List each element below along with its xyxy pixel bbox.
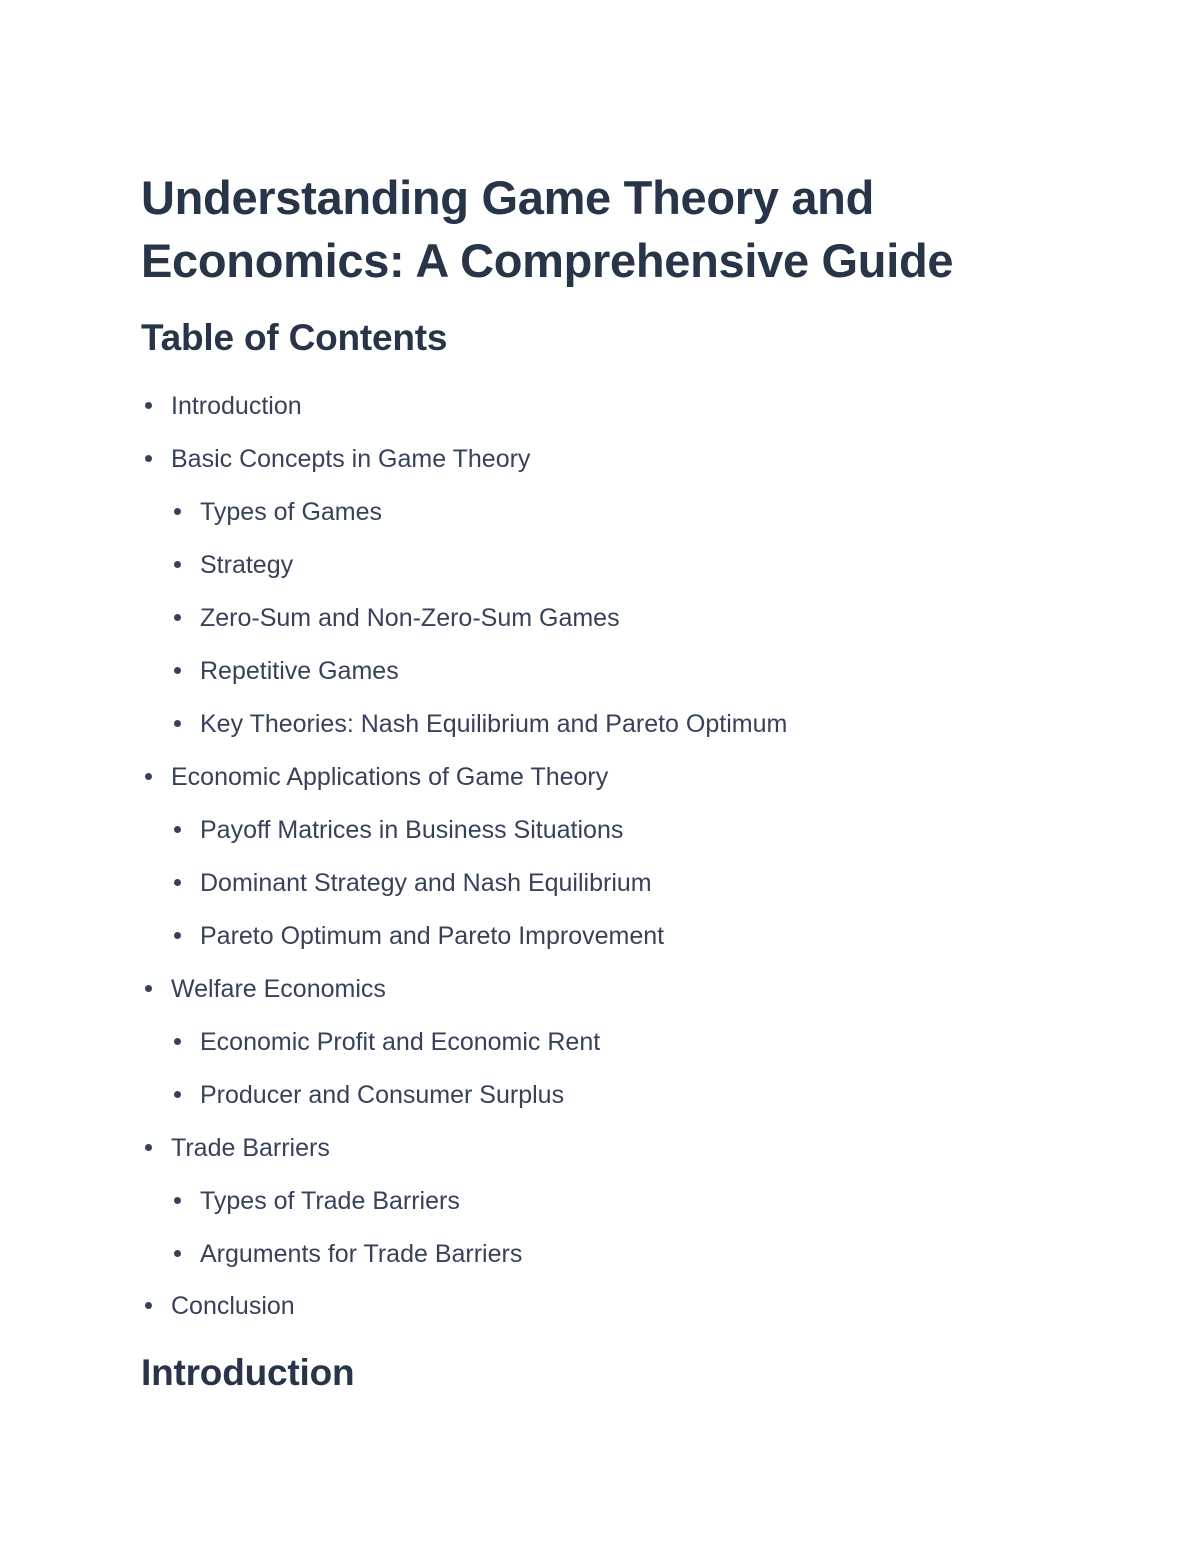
toc-item-basic-concepts[interactable] — [171, 444, 530, 474]
toc-item-zero-sum[interactable] — [200, 603, 620, 633]
toc-item-types-of-games[interactable] — [200, 497, 382, 527]
bullet-icon — [174, 1197, 181, 1204]
bullet-icon — [174, 720, 181, 727]
toc-item-introduction[interactable] — [171, 391, 302, 421]
toc-item-label: Basic Concepts in Game Theory — [171, 445, 531, 473]
introduction-heading: Introduction — [141, 1352, 355, 1393]
bullet-icon — [174, 826, 181, 833]
toc-item-arguments-for-trade-barriers[interactable] — [200, 1239, 522, 1269]
toc-item-producer-consumer-surplus[interactable] — [200, 1080, 564, 1110]
toc-item-conclusion[interactable] — [171, 1291, 295, 1321]
toc-item-label: Pareto Optimum and Pareto Improvement — [200, 922, 665, 950]
bullet-icon — [174, 508, 181, 515]
toc-item-dominant-strategy[interactable] — [200, 868, 652, 898]
bullet-icon — [145, 773, 152, 780]
toc-item-label: Zero-Sum and Non-Zero-Sum Games — [200, 604, 620, 632]
toc-item-label: Payoff Matrices in Business Situations — [200, 816, 624, 844]
toc-item-label: Key Theories: Nash Equilibrium and Pareto Optimum — [200, 710, 788, 738]
toc-item-repetitive-games[interactable] — [200, 656, 399, 686]
bullet-icon — [145, 985, 152, 992]
toc-item-types-of-trade-barriers[interactable] — [200, 1186, 460, 1216]
toc-item-economic-profit[interactable] — [200, 1027, 600, 1057]
toc-heading: Table of Contents — [141, 317, 448, 358]
bullet-icon — [145, 1144, 152, 1151]
toc-item-label: Conclusion — [171, 1292, 295, 1320]
toc-item-welfare-economics[interactable] — [171, 974, 386, 1004]
toc-item-label: Producer and Consumer Surplus — [200, 1081, 565, 1109]
toc-item-key-theories[interactable] — [200, 709, 787, 739]
bullet-icon — [174, 1250, 181, 1257]
bullet-icon — [174, 561, 181, 568]
bullet-icon — [145, 402, 152, 409]
toc-item-label: Economic Profit and Economic Rent — [200, 1028, 601, 1056]
bullet-icon — [145, 455, 152, 462]
toc-item-pareto-optimum[interactable] — [200, 921, 664, 951]
toc-item-payoff-matrices[interactable] — [200, 815, 623, 845]
toc-item-label: Types of Trade Barriers — [200, 1187, 460, 1215]
toc-item-strategy[interactable] — [200, 550, 293, 580]
toc-item-label: Trade Barriers — [171, 1134, 330, 1162]
toc-item-economic-applications[interactable] — [171, 762, 608, 792]
toc-item-label: Economic Applications of Game Theory — [171, 763, 609, 791]
bullet-icon — [174, 879, 181, 886]
bullet-icon — [174, 1038, 181, 1045]
toc-item-trade-barriers[interactable] — [171, 1133, 330, 1163]
bullet-icon — [145, 1302, 152, 1309]
toc-item-label: Welfare Economics — [171, 975, 386, 1003]
toc-item-label: Types of Games — [200, 498, 383, 526]
bullet-icon — [174, 614, 181, 621]
bullet-icon — [174, 1091, 181, 1098]
bullet-icon — [174, 932, 181, 939]
bullet-icon — [174, 667, 181, 674]
toc-item-label: Arguments for Trade Barriers — [200, 1240, 523, 1268]
toc-item-label: Introduction — [171, 392, 302, 420]
toc-item-label: Repetitive Games — [200, 657, 399, 685]
toc-item-label: Strategy — [200, 551, 294, 579]
document-title: Understanding Game Theory and Economics: A Comprehensive Guide — [141, 171, 954, 287]
toc-item-label: Dominant Strategy and Nash Equilibrium — [200, 869, 652, 897]
